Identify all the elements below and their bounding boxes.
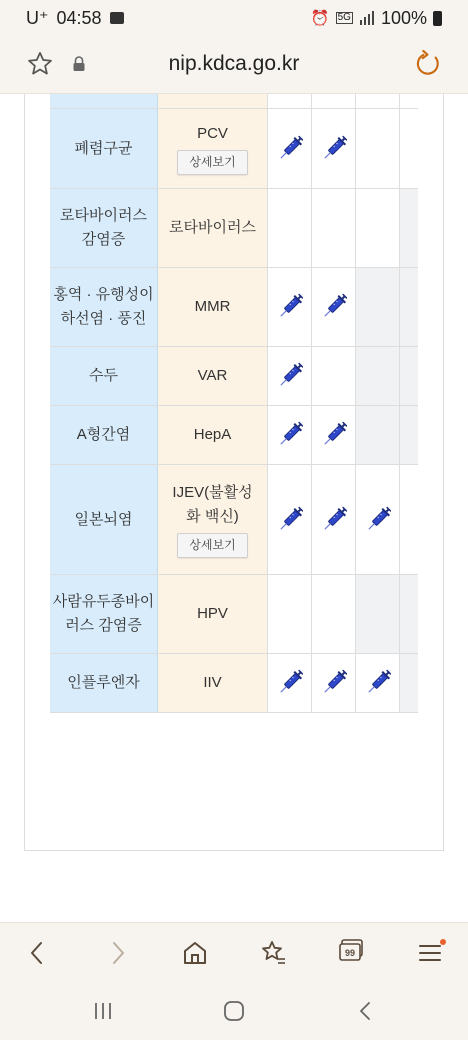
table-row bbox=[50, 268, 418, 347]
dose-cell bbox=[400, 575, 418, 653]
table-row bbox=[50, 347, 418, 406]
dose-cell bbox=[356, 94, 400, 108]
dose-cell bbox=[356, 406, 400, 464]
detail-view-button[interactable]: 상세보기 bbox=[177, 150, 247, 175]
vaccination-schedule-table[interactable] bbox=[50, 94, 418, 715]
vaccination-syringe-icon bbox=[321, 134, 347, 164]
disease-name: 홍역 · 유행성이하선염 · 풍진 bbox=[50, 268, 158, 346]
status-bar bbox=[0, 0, 468, 36]
forward-icon[interactable] bbox=[103, 938, 133, 968]
system-back-icon[interactable] bbox=[355, 1000, 377, 1022]
refresh-icon[interactable] bbox=[414, 50, 442, 78]
dose-cell bbox=[268, 347, 312, 405]
table-row bbox=[50, 654, 418, 713]
gallery-notification-icon bbox=[110, 12, 124, 24]
vaccine-name: PCV bbox=[197, 125, 228, 143]
status-left bbox=[26, 8, 124, 29]
svg-text:99: 99 bbox=[344, 948, 356, 958]
dose-cell bbox=[356, 268, 400, 346]
browser-url-bar bbox=[0, 36, 468, 94]
vaccine-name: IIV bbox=[203, 674, 222, 691]
battery-icon bbox=[433, 11, 442, 26]
vaccination-syringe-icon bbox=[321, 505, 347, 535]
battery-level: 100% bbox=[380, 7, 427, 28]
url-address[interactable]: nip.kdca.go.kr bbox=[168, 52, 300, 75]
dose-cell bbox=[356, 575, 400, 653]
disease-name: 사람유두종바이러스 감염증 bbox=[50, 575, 158, 653]
dose-cell bbox=[312, 94, 356, 108]
vaccine-cell bbox=[158, 347, 268, 405]
dose-cell bbox=[312, 268, 356, 346]
table-row bbox=[50, 465, 418, 575]
table-row bbox=[50, 575, 418, 654]
disease-name: 일본뇌염 bbox=[50, 465, 158, 574]
back-icon[interactable] bbox=[22, 938, 52, 968]
dose-cell bbox=[400, 406, 418, 464]
vaccination-syringe-icon bbox=[277, 134, 303, 164]
signal-icon bbox=[359, 11, 375, 25]
vaccine-cell bbox=[158, 575, 268, 653]
vaccine-cell bbox=[158, 94, 268, 108]
home-button-icon[interactable] bbox=[223, 1000, 245, 1022]
dose-cell bbox=[356, 347, 400, 405]
vaccination-syringe-icon bbox=[365, 668, 391, 698]
dose-cell bbox=[268, 189, 312, 267]
browser-bottom-toolbar bbox=[0, 922, 468, 982]
dose-cell bbox=[356, 654, 400, 712]
network-type-icon: 5G bbox=[337, 12, 351, 23]
disease-name: 인플루엔자 bbox=[50, 654, 158, 712]
vaccine-name: HepA bbox=[193, 426, 232, 443]
dose-cell bbox=[312, 109, 356, 188]
vaccine-name: IJEV(불활성화 백신) bbox=[172, 484, 253, 526]
vaccination-syringe-icon bbox=[277, 668, 303, 698]
vaccination-syringe-icon bbox=[277, 420, 303, 450]
dose-cell bbox=[356, 189, 400, 267]
dose-cell bbox=[268, 575, 312, 653]
clock: 04:58 bbox=[56, 7, 102, 28]
vaccination-syringe-icon bbox=[277, 292, 303, 322]
dose-cell bbox=[268, 406, 312, 464]
dose-cell bbox=[400, 189, 418, 267]
dose-cell bbox=[268, 94, 312, 108]
dose-cell bbox=[312, 406, 356, 464]
dose-cell bbox=[400, 654, 418, 712]
page-content[interactable] bbox=[0, 94, 468, 922]
dose-cell bbox=[312, 347, 356, 405]
disease-name: A형간염 bbox=[50, 406, 158, 464]
dose-cell bbox=[400, 268, 418, 346]
carrier-label: U⁺ bbox=[26, 7, 49, 28]
table-row bbox=[50, 189, 418, 268]
bookmarks-icon[interactable] bbox=[258, 938, 288, 968]
vaccination-syringe-icon bbox=[321, 668, 347, 698]
vaccine-cell bbox=[158, 654, 268, 712]
vaccination-syringe-icon bbox=[321, 420, 347, 450]
alarm-icon: ⏰ bbox=[310, 10, 330, 27]
disease-name: 폐렴구균 bbox=[50, 109, 158, 188]
dose-cell bbox=[268, 465, 312, 574]
disease-name: 수두 bbox=[50, 347, 158, 405]
vaccine-name: HPV bbox=[197, 605, 228, 622]
dose-cell bbox=[356, 465, 400, 574]
vaccine-cell bbox=[158, 465, 268, 574]
vaccine-cell bbox=[158, 189, 268, 267]
dose-cell bbox=[356, 109, 400, 188]
home-icon[interactable] bbox=[180, 938, 210, 968]
disease-name: 로타바이러스 감염증 bbox=[50, 189, 158, 267]
dose-cell bbox=[312, 465, 356, 574]
vaccine-name: 로타바이러스 bbox=[169, 219, 256, 236]
dose-cell bbox=[400, 109, 418, 188]
dose-cell bbox=[312, 575, 356, 653]
table-row bbox=[50, 406, 418, 465]
tabs-icon[interactable] bbox=[339, 939, 363, 961]
dose-cell bbox=[268, 654, 312, 712]
disease-cell bbox=[50, 94, 158, 108]
vaccination-syringe-icon bbox=[365, 505, 391, 535]
notification-dot bbox=[440, 939, 446, 945]
dose-cell bbox=[400, 94, 418, 108]
vaccination-syringe-icon bbox=[277, 505, 303, 535]
vaccine-cell bbox=[158, 109, 268, 188]
vaccine-cell bbox=[158, 406, 268, 464]
table-row bbox=[50, 109, 418, 189]
dose-cell bbox=[312, 654, 356, 712]
dose-cell bbox=[268, 268, 312, 346]
menu-icon[interactable] bbox=[416, 938, 446, 968]
system-navigation-bar bbox=[0, 982, 468, 1040]
dose-cell bbox=[400, 465, 418, 574]
vaccine-cell bbox=[158, 268, 268, 346]
vaccine-name: VAR bbox=[197, 367, 228, 384]
recent-apps-icon[interactable] bbox=[92, 1000, 114, 1022]
detail-view-button[interactable]: 상세보기 bbox=[177, 533, 247, 558]
vaccine-name: MMR bbox=[194, 298, 231, 315]
table-row-partial bbox=[50, 94, 418, 109]
vaccination-syringe-icon bbox=[277, 361, 303, 391]
vaccination-syringe-icon bbox=[321, 292, 347, 322]
dose-cell bbox=[400, 347, 418, 405]
status-right bbox=[311, 8, 442, 29]
dose-cell bbox=[312, 189, 356, 267]
dose-cell bbox=[268, 109, 312, 188]
